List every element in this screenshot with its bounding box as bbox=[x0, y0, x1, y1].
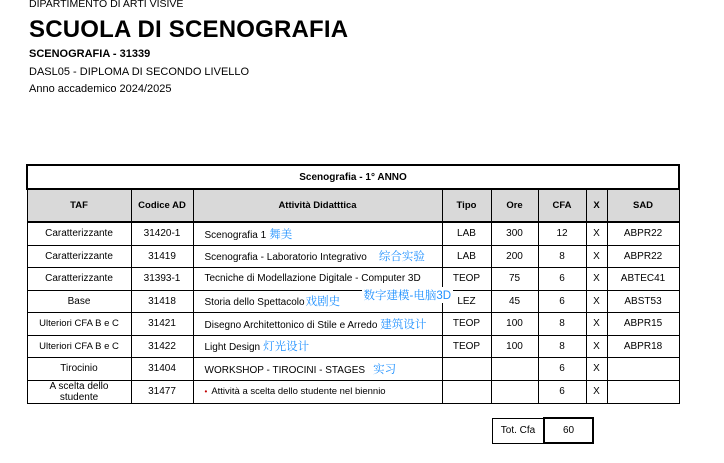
table-row bbox=[27, 335, 679, 358]
code-cell: 31419 bbox=[131, 245, 193, 268]
sad-cell: ABPR18 bbox=[607, 335, 679, 358]
x-cell: X bbox=[586, 222, 607, 245]
chinese-note: 实习 bbox=[373, 363, 397, 376]
activity-cell bbox=[193, 335, 442, 358]
type-cell: TEOP bbox=[442, 268, 491, 291]
hours-cell: 200 bbox=[491, 245, 538, 268]
code-cell: 31404 bbox=[131, 358, 193, 381]
column-header: Ore bbox=[491, 189, 538, 222]
sad-cell: ABPR15 bbox=[607, 313, 679, 336]
activity-label: Disegno Architettonico di Stile e Arredo bbox=[204, 319, 378, 331]
activity-label: Scenografia 1 bbox=[204, 229, 267, 241]
academic-year: Anno accademico 2024/2025 bbox=[29, 83, 172, 95]
overlay-note: 数字建模-电脑3D bbox=[362, 287, 454, 303]
type-cell: TEOP bbox=[442, 313, 491, 336]
activity-cell bbox=[193, 380, 442, 403]
x-cell: X bbox=[586, 313, 607, 336]
code-cell: 31421 bbox=[131, 313, 193, 336]
code-cell: 31422 bbox=[131, 335, 193, 358]
sad-cell: ABPR22 bbox=[607, 222, 679, 245]
sad-cell bbox=[607, 358, 679, 381]
taf-cell: Caratterizzante bbox=[27, 268, 131, 291]
table-title: Scenografia - 1° ANNO bbox=[27, 165, 679, 189]
cfa-cell: 12 bbox=[538, 222, 586, 245]
total-box bbox=[492, 417, 594, 444]
x-cell: X bbox=[586, 335, 607, 358]
activity-cell bbox=[193, 313, 442, 336]
sad-cell: ABPR22 bbox=[607, 245, 679, 268]
cfa-cell: 8 bbox=[538, 335, 586, 358]
hours-cell: 45 bbox=[491, 290, 538, 313]
x-cell: X bbox=[586, 380, 607, 403]
type-cell: LEZ bbox=[442, 290, 491, 313]
activity-cell bbox=[193, 358, 442, 381]
table-row bbox=[27, 358, 679, 381]
type-cell: LAB bbox=[442, 222, 491, 245]
cfa-cell: 6 bbox=[538, 268, 586, 291]
cfa-cell: 6 bbox=[538, 358, 586, 381]
hours-cell: 300 bbox=[491, 222, 538, 245]
table-row bbox=[27, 313, 679, 336]
hours-cell bbox=[491, 358, 538, 381]
bullet-icon: • bbox=[204, 387, 208, 396]
diploma-label: DASL05 - DIPLOMA DI SECONDO LIVELLO bbox=[29, 66, 250, 78]
activity-label: Tecniche di Modellazione Digitale - Computer 3D bbox=[204, 273, 421, 285]
school-title: SCUOLA DI SCENOGRAFIA bbox=[29, 16, 349, 43]
activity-label: Storia dello Spettacolo bbox=[204, 297, 305, 309]
x-cell: X bbox=[586, 245, 607, 268]
activity-label: WORKSHOP - TIROCINI - STAGES bbox=[204, 364, 366, 376]
column-header: SAD bbox=[607, 189, 679, 222]
column-header: Codice AD bbox=[131, 189, 193, 222]
hours-cell: 75 bbox=[491, 268, 538, 291]
activity-cell bbox=[193, 245, 442, 268]
table-row bbox=[27, 268, 679, 291]
x-cell: X bbox=[586, 358, 607, 381]
type-cell: LAB bbox=[442, 245, 491, 268]
column-header: Tipo bbox=[442, 189, 491, 222]
type-cell bbox=[442, 358, 491, 381]
department-label: DIPARTIMENTO DI ARTI VISIVE bbox=[29, 0, 184, 10]
activity-cell bbox=[193, 222, 442, 245]
chinese-note: 舞美 bbox=[269, 228, 293, 241]
type-cell: TEOP bbox=[442, 335, 491, 358]
code-cell: 31420-1 bbox=[131, 222, 193, 245]
code-cell: 31477 bbox=[131, 380, 193, 403]
taf-cell: Caratterizzante bbox=[27, 245, 131, 268]
taf-cell: Tirocinio bbox=[27, 358, 131, 381]
table-row bbox=[27, 380, 679, 403]
table-row bbox=[27, 222, 679, 245]
column-header: Attività Didatttica bbox=[193, 189, 442, 222]
cfa-cell: 6 bbox=[538, 290, 586, 313]
activity-label: Scenografia - Laboratorio Integrativo bbox=[204, 252, 367, 264]
curriculum-table bbox=[26, 164, 680, 404]
sad-cell: ABTEC41 bbox=[607, 268, 679, 291]
column-header: X bbox=[586, 189, 607, 222]
x-cell: X bbox=[586, 290, 607, 313]
total-value: 60 bbox=[544, 418, 593, 443]
code-cell: 31393-1 bbox=[131, 268, 193, 291]
chinese-note: 建筑设计 bbox=[380, 318, 427, 331]
table-row bbox=[27, 290, 679, 313]
taf-cell: Ulteriori CFA B e C bbox=[27, 335, 131, 358]
table-row bbox=[27, 245, 679, 268]
cfa-cell: 8 bbox=[538, 313, 586, 336]
activity-cell bbox=[193, 289, 452, 313]
chinese-note: 灯光设计 bbox=[263, 341, 310, 354]
cfa-cell: 8 bbox=[538, 245, 586, 268]
sad-cell: ABST53 bbox=[607, 290, 679, 313]
chinese-note: 戏剧史 bbox=[305, 296, 341, 309]
hours-cell: 100 bbox=[491, 313, 538, 336]
cfa-cell: 6 bbox=[538, 380, 586, 403]
activity-label: Light Design bbox=[204, 342, 261, 354]
hours-cell bbox=[491, 380, 538, 403]
taf-cell: Ulteriori CFA B e C bbox=[27, 313, 131, 336]
x-cell: X bbox=[586, 268, 607, 291]
hours-cell: 100 bbox=[491, 335, 538, 358]
column-header: TAF bbox=[27, 189, 131, 222]
taf-cell: Base bbox=[27, 290, 131, 313]
chinese-note: 综合实验 bbox=[378, 251, 425, 264]
taf-cell: A scelta dello studente bbox=[27, 380, 131, 403]
activity-label: Attività a scelta dello studente nel biennio bbox=[211, 386, 386, 397]
column-header: CFA bbox=[538, 189, 586, 222]
program-code: SCENOGRAFIA - 31339 bbox=[29, 48, 151, 60]
taf-cell: Caratterizzante bbox=[27, 222, 131, 245]
type-cell bbox=[442, 380, 491, 403]
total-label: Tot. Cfa bbox=[493, 418, 545, 443]
sad-cell bbox=[607, 380, 679, 403]
code-cell: 31418 bbox=[131, 290, 193, 313]
